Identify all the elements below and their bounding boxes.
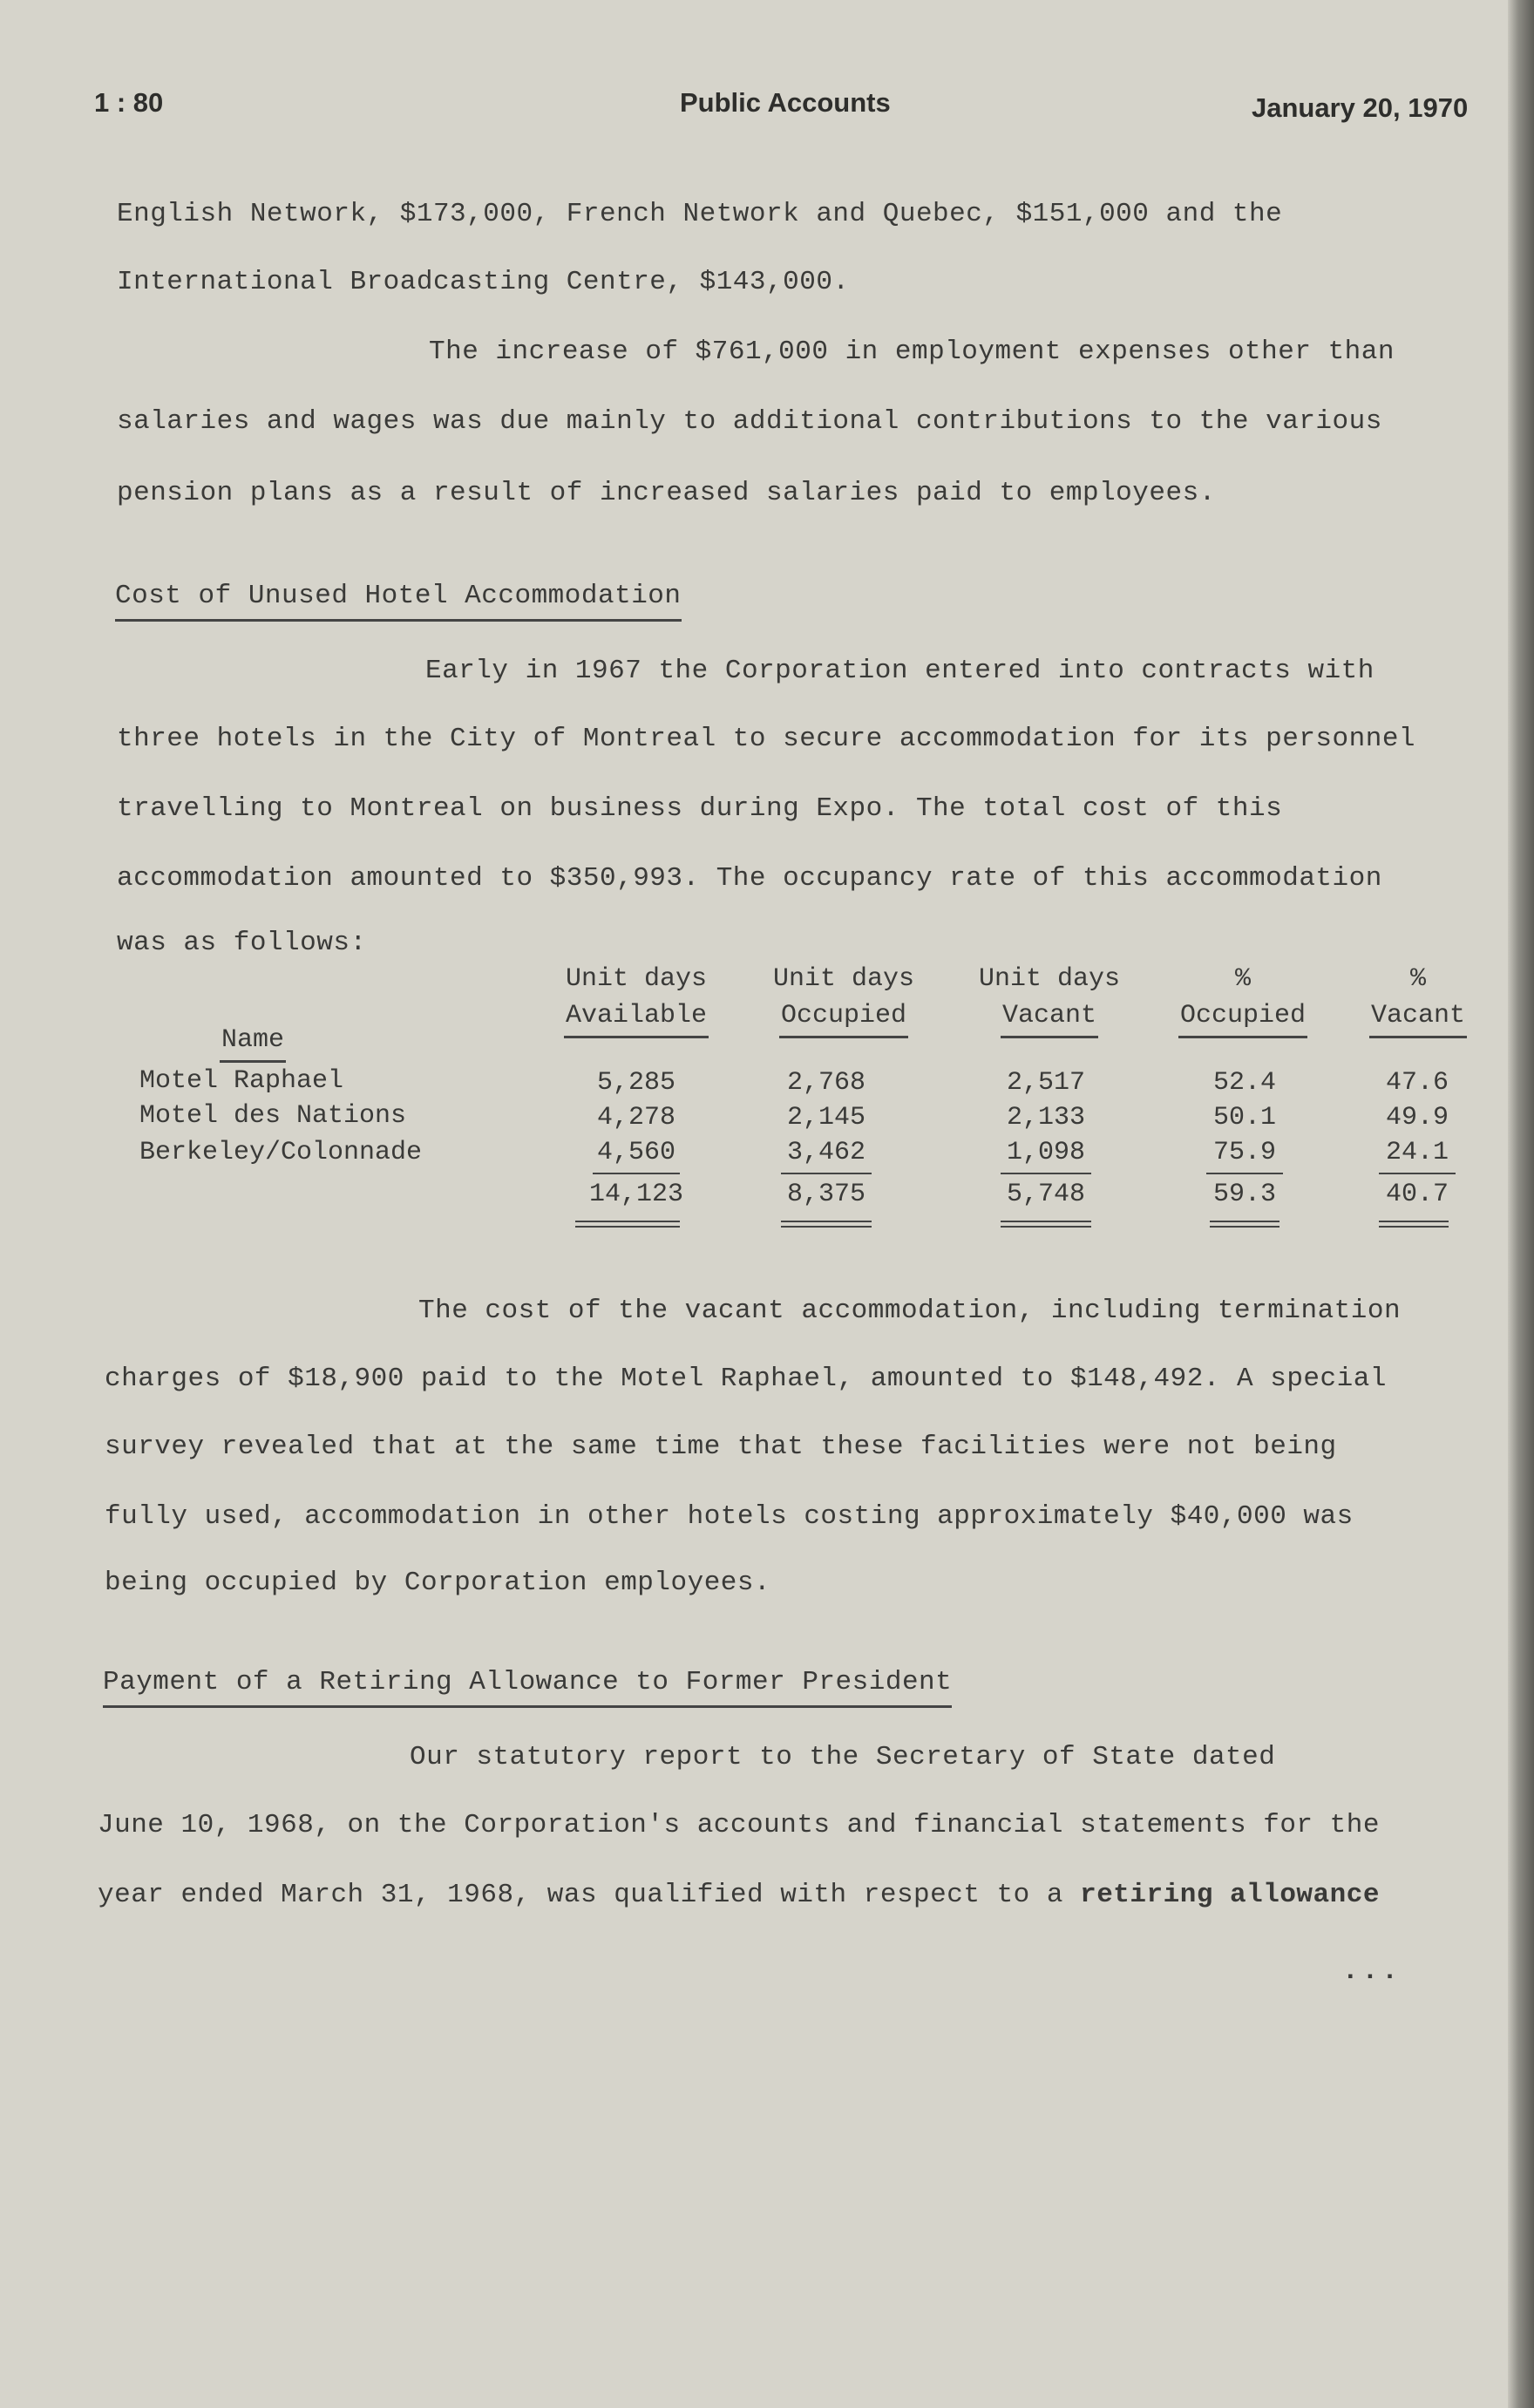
- table-header-vacant: [962, 961, 1137, 1038]
- table-cell: 4,560: [596, 1138, 675, 1167]
- binding-edge: [1508, 0, 1534, 2408]
- table-cell: 49.9: [1385, 1103, 1449, 1133]
- paragraph-line: [98, 1878, 1380, 1913]
- header-available-line2: Available: [564, 997, 709, 1038]
- table-total: 59.3: [1212, 1180, 1276, 1209]
- table-cell: 2,133: [1006, 1103, 1085, 1133]
- paragraph-line: survey revealed that at the same time that these facilities were not being: [105, 1432, 1337, 1462]
- paragraph-line: salaries and wages was due mainly to additional contributions to the various: [117, 406, 1382, 437]
- table-cell: 3,462: [786, 1138, 865, 1167]
- table-cell: 2,517: [1006, 1068, 1085, 1098]
- page-date: January 20, 1970: [1252, 92, 1469, 123]
- paragraph-line: Our statutory report to the Secretary of State dated: [410, 1742, 1276, 1772]
- table-cell: 24.1: [1385, 1138, 1449, 1167]
- total-double-underline: [575, 1221, 680, 1228]
- table-row-name: Berkeley/Colonnade: [139, 1138, 423, 1167]
- paragraph-line: fully used, accommodation in other hotels costing approximately $40,000 was: [105, 1501, 1354, 1532]
- table-cell: 2,768: [786, 1068, 865, 1098]
- page-header: [0, 87, 1534, 139]
- bold-phrase: retiring allowance: [1080, 1880, 1380, 1910]
- header-occupied-line1: Unit days: [772, 964, 915, 994]
- section-heading-retiring: Payment of a Retiring Allowance to Former President: [103, 1665, 952, 1708]
- header-available-line1: Unit days: [565, 964, 708, 994]
- header-pct-occupied-line2: Occupied: [1178, 997, 1307, 1038]
- sum-underline: [1206, 1173, 1283, 1174]
- continuation-dots: ...: [1342, 1956, 1402, 1987]
- total-double-underline: [781, 1221, 872, 1228]
- paragraph-text: year ended March 31, 1968, was qualified with respect to a: [98, 1880, 1081, 1910]
- header-pct-vacant-line2: Vacant: [1369, 997, 1467, 1038]
- table-total: 8,375: [786, 1180, 865, 1209]
- table-total: 40.7: [1385, 1180, 1449, 1209]
- paragraph-line: was as follows:: [117, 928, 367, 958]
- total-double-underline: [1001, 1221, 1091, 1228]
- paragraph-line: accommodation amounted to $350,993. The occupancy rate of this accommodation: [117, 863, 1382, 894]
- header-occupied-line2: Occupied: [779, 997, 908, 1038]
- table-cell: 5,285: [596, 1068, 675, 1098]
- paragraph-line: English Network, $173,000, French Network and Quebec, $151,000 and the: [117, 199, 1283, 229]
- table-header-pct-occupied: [1164, 961, 1321, 1038]
- table-cell: 52.4: [1212, 1068, 1276, 1098]
- table-header-occupied: [757, 961, 931, 1038]
- table-header-name: [200, 985, 305, 1063]
- sum-underline: [593, 1173, 680, 1174]
- table-row-name: Motel Raphael: [139, 1066, 344, 1096]
- table-cell: 47.6: [1385, 1068, 1449, 1098]
- sum-underline: [1379, 1173, 1456, 1174]
- total-double-underline: [1379, 1221, 1449, 1228]
- header-pct-occupied-line1: %: [1234, 964, 1251, 994]
- paragraph-line: June 10, 1968, on the Corporation's accounts and financial statements for the: [98, 1810, 1380, 1840]
- section-heading-hotel: Cost of Unused Hotel Accommodation: [115, 579, 682, 622]
- paragraph-line: The cost of the vacant accommodation, including termination: [418, 1296, 1402, 1326]
- paragraph-line: travelling to Montreal on business during Expo. The total cost of this: [117, 793, 1283, 824]
- page-number: 1 : 80: [94, 87, 164, 118]
- table-cell: 1,098: [1006, 1138, 1085, 1167]
- table-cell: 2,145: [786, 1103, 865, 1133]
- header-vacant-line1: Unit days: [978, 964, 1121, 994]
- paragraph-line: The increase of $761,000 in employment expenses other than: [429, 337, 1395, 367]
- table-header-pct-vacant: [1353, 961, 1483, 1038]
- sum-underline: [781, 1173, 872, 1174]
- table-header-available: [549, 961, 723, 1038]
- header-pct-vacant-line1: %: [1409, 964, 1426, 994]
- paragraph-line: pension plans as a result of increased salaries paid to employees.: [117, 478, 1216, 508]
- paragraph-line: being occupied by Corporation employees.: [105, 1568, 771, 1598]
- paragraph-line: charges of $18,900 paid to the Motel Raphael, amounted to $148,492. A special: [105, 1364, 1387, 1394]
- table-cell: 4,278: [596, 1103, 675, 1133]
- paragraph-line: Early in 1967 the Corporation entered into contracts with: [425, 656, 1374, 686]
- paragraph-line: three hotels in the City of Montreal to secure accommodation for its personnel: [117, 724, 1416, 754]
- table-total: 5,748: [1006, 1180, 1085, 1209]
- paragraph-line: International Broadcasting Centre, $143,000.: [117, 267, 850, 297]
- table-cell: 50.1: [1212, 1103, 1276, 1133]
- page-title: Public Accounts: [680, 87, 891, 118]
- sum-underline: [1001, 1173, 1091, 1174]
- table-total: 14,123: [588, 1180, 684, 1209]
- header-vacant-line2: Vacant: [1001, 997, 1098, 1038]
- header-name-label: Name: [220, 1022, 286, 1063]
- table-cell: 75.9: [1212, 1138, 1276, 1167]
- total-double-underline: [1210, 1221, 1279, 1228]
- table-row-name: Motel des Nations: [139, 1101, 407, 1131]
